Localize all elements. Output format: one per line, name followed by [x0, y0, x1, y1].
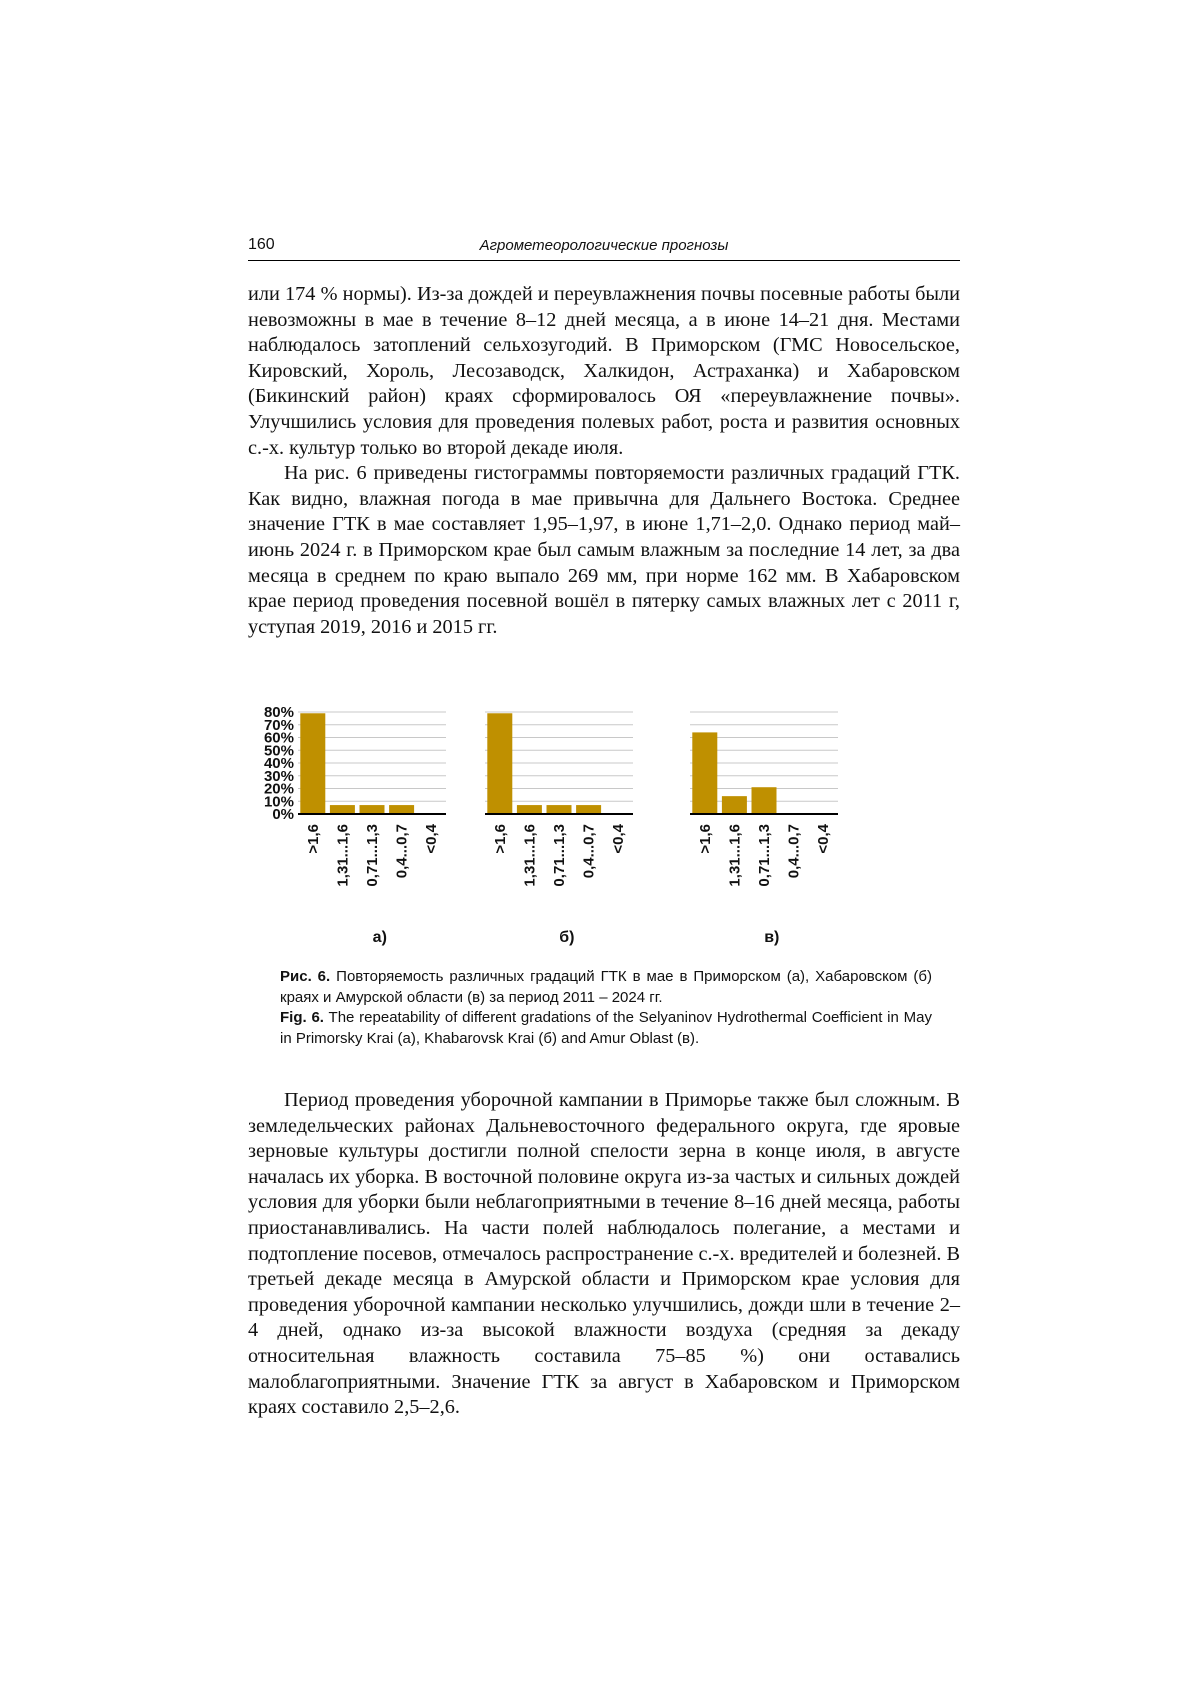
x-tick-label: 1,31...1,6: [521, 824, 539, 887]
x-tick-label: 0,4...0,7: [580, 824, 598, 879]
y-tick-label: 60%: [263, 729, 294, 747]
y-tick-label: 10%: [263, 793, 294, 811]
x-tick-label: 0,4...0,7: [393, 824, 411, 879]
bar: [517, 805, 542, 814]
x-tick-label: 1,31...1,6: [726, 824, 744, 887]
journal-title: Агрометеорологические прогнозы: [479, 237, 729, 254]
figure-6: [248, 700, 960, 950]
bar: [722, 796, 747, 814]
bar: [576, 805, 601, 814]
caption-ru-label: Рис. 6.: [280, 968, 331, 985]
bar: [547, 805, 572, 814]
bar: [330, 805, 355, 814]
x-tick-label: <0,4: [815, 824, 833, 854]
paragraph-continued: или 174 % нормы). Из-за дождей и переувлажнения почвы посевные работы были невозможны в мае в течение 8–12 дней месяца, а в июне 14–21 дня. Местами наблюдалось затоплений сельхозугодий. В Приморском (ГМС Новосельское, Кировский, Хороль, Лесозаводск, Халкидон, Астраханка) и Хабаровском (Бикинский район) краях сформировалось ОЯ «переувлажнение почвы». Улучшились условия для проведения полевых работ, роста и развития основных с.-х. культур только во второй декаде июля.: [248, 283, 960, 459]
y-tick-label: 20%: [263, 780, 294, 798]
x-tick-label: >1,6: [491, 824, 509, 854]
x-tick-label: 0,71...1,3: [551, 824, 568, 887]
caption-en: [280, 1008, 932, 1049]
y-tick-label: 50%: [263, 742, 294, 760]
bar: [487, 713, 512, 814]
y-tick-label: 80%: [263, 704, 294, 721]
y-tick-label: 30%: [263, 767, 294, 785]
body-text-before-figure: [248, 282, 960, 640]
x-tick-label: <0,4: [610, 824, 628, 854]
bar: [360, 805, 385, 814]
y-tick-label: 40%: [263, 755, 294, 772]
y-tick-label: 70%: [263, 716, 294, 734]
panel-label: в): [764, 929, 780, 946]
bar: [692, 732, 717, 814]
y-tick-label: 0%: [272, 806, 294, 823]
x-tick-label: 0,71...1,3: [756, 824, 773, 887]
page-number: 160: [248, 236, 275, 253]
bar: [300, 713, 325, 814]
x-tick-label: <0,4: [423, 824, 441, 854]
bar: [752, 787, 777, 814]
figure-caption: [280, 967, 932, 1049]
caption-en-text: The repeatability of different gradations of the Selyaninov Hydrothermal Coefficient in May in Primorsky Krai (а), Khabarovsk Krai (б) and Amur Oblast (в).: [280, 1009, 932, 1047]
x-tick-label: 1,31...1,6: [334, 824, 352, 887]
panel-label: а): [372, 929, 387, 946]
x-tick-label: >1,6: [696, 824, 714, 854]
caption-ru: [280, 967, 932, 1008]
paragraph: Период проведения уборочной кампании в Приморье также был сложным. В земледельческих районах Дальневосточного федерального округа, где яровые зерновые культуры достигли полной спелости зерна в конце июля, в августе началась их уборка. В восточной половине округа из-за частых и сильных дождей условия для уборки были неблагоприятными в течение 8–16 дней месяца, работы приостанавливались. На части полей наблюдалось полегание, а местами и подтопление посевов, отмечалось распространение с.-х. вредителей и болезней. В третьей декаде месяца в Амурской области и Приморском крае условия для проведения уборочной кампании несколько улучшились, дожди шли в течение 2–4 дней, однако из-за высокой влажности воздуха (средняя за декаду относительная влажность составила 75–85 %) они оставались малоблагоприятными. Значение ГТК за август в Хабаровском и Приморском краях составило 2,5–2,6.: [248, 1089, 960, 1419]
x-tick-label: >1,6: [304, 824, 322, 854]
caption-ru-text: Повторяемость различных градаций ГТК в мае в Приморском (а), Хабаровском (б) краях и Амурской области (в) за период 2011 – 2024 гг.: [280, 968, 932, 1006]
x-tick-label: 0,4...0,7: [785, 824, 803, 879]
body-text-after-figure: [248, 1088, 960, 1421]
running-head: [248, 234, 960, 261]
bar: [389, 805, 414, 814]
paragraph: На рис. 6 приведены гистограммы повторяемости различных градаций ГТК. Как видно, влажная погода в мае привычна для Дальнего Востока. Среднее значение ГТК в мае составляет 1,95–1,97, в июне 1,71–2,0. Однако период май–июнь 2024 г. в Приморском крае был самым влажным за последние 14 лет, за два месяца в среднем по краю выпало 269 мм, при норме 162 мм. В Хабаровском крае период проведения посевной вошёл в пятерку самых влажных лет с 2011 г, уступая 2019, 2016 и 2015 гг.: [248, 462, 960, 638]
panel-label: б): [559, 929, 575, 946]
caption-en-label: Fig. 6.: [280, 1009, 324, 1026]
histograms: [248, 700, 960, 950]
x-tick-label: 0,71...1,3: [364, 824, 381, 887]
